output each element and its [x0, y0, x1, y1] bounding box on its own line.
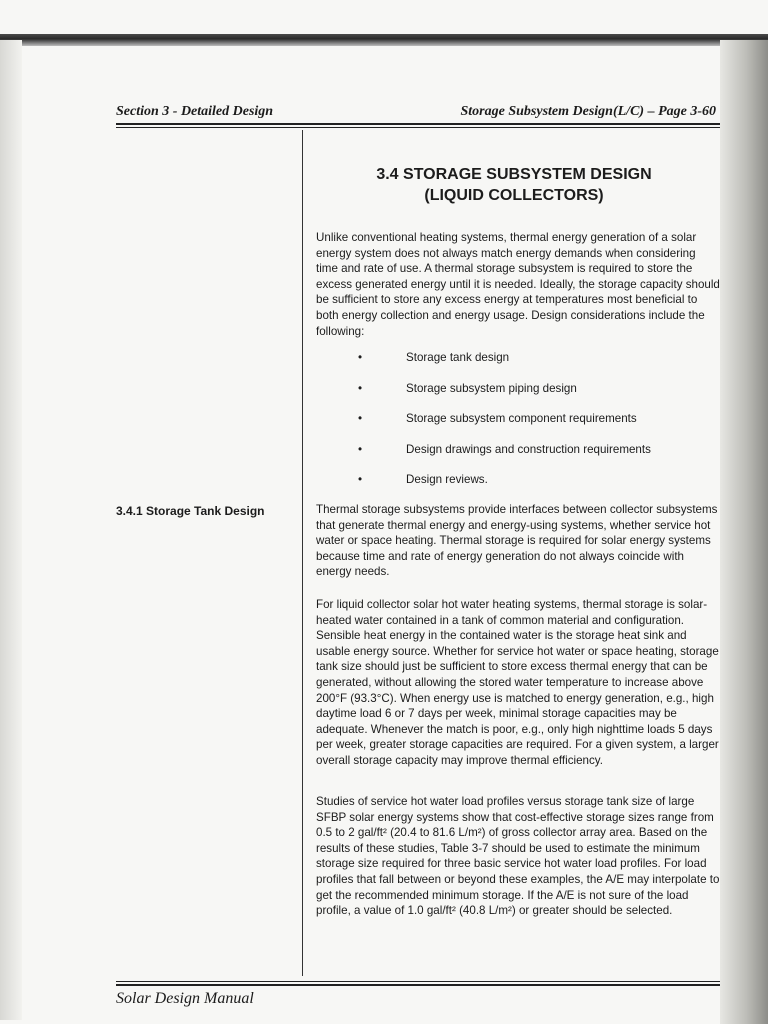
bullet-icon: • [358, 442, 363, 456]
list-item-text: Storage tank design [406, 351, 510, 364]
list-item [358, 472, 698, 503]
subsection-paragraph-1 [316, 502, 720, 580]
footer-rule [116, 984, 720, 986]
page-header [116, 104, 716, 124]
subsection-paragraph-3 [316, 794, 720, 919]
list-item [358, 381, 698, 412]
header-page-label: Storage Subsystem Design(L/C) – Page 3-60 [460, 104, 716, 119]
header-section-label: Section 3 - Detailed Design [116, 104, 274, 119]
list-item [358, 442, 698, 473]
list-item-text: Design reviews. [406, 473, 488, 486]
list-item [358, 411, 698, 442]
section-title-line1: 3.4 STORAGE SUBSYSTEM DESIGN [376, 166, 652, 183]
section-title-line2: (LIQUID COLLECTORS) [424, 187, 604, 204]
scan-top-edge [0, 34, 768, 46]
bullet-icon: • [358, 412, 363, 425]
bullet-icon: • [358, 381, 363, 395]
list-item [358, 350, 698, 381]
paragraph-text: Studies of service hot water load profiles versus storage tank size of large SFBP solar energy systems show that cost-effective storage sizes range from 0.5 to 2 gal/ft² (20.4 to 81.6 L/m²) of gross collector array area. Based on the results of these studies, Table 3-7 should be used to estimate the minimum storage size required for three basic service hot water load profiles. For load profiles that fall between or beyond these examples, the A/E may interpolate to get the recommended minimum storage. If the A/E is not sure of the load profile, a value of 1.0 gal/ft² (40.8 L/m²) or greater should be selected. [316, 795, 720, 918]
scan-right-edge [720, 40, 768, 1024]
list-item-text: Storage subsystem piping design [406, 381, 577, 395]
intro-paragraph [316, 230, 720, 339]
list-item-text: Storage subsystem component requirements [406, 412, 637, 425]
bullet-icon: • [358, 473, 363, 486]
footer-rule-thin [116, 981, 720, 982]
footer-title: Solar Design Manual [116, 990, 254, 1007]
bullet-icon: • [358, 351, 363, 364]
header-rule-thin [116, 127, 720, 128]
subsection-paragraph-2 [316, 597, 720, 769]
scan-left-edge [0, 40, 22, 1020]
section-title [318, 164, 710, 206]
subsection-heading: 3.4.1 Storage Tank Design [116, 504, 265, 518]
header-rule [116, 123, 720, 125]
intro-text: Unlike conventional heating systems, thermal energy generation of a solar energy system does not always match energy demands when considering time and rate of use. A thermal storage subsystem is required to store the excess generated energy until it is needed. Ideally, the storage capacity should be sufficient to store any excess energy at temperatures most beneficial to both energy collection and energy usage. Design considerations include the following: [316, 231, 720, 338]
column-divider [302, 130, 303, 976]
list-item-text: Design drawings and construction requirements [406, 442, 651, 456]
paragraph-text: For liquid collector solar hot water heating systems, thermal storage is solar-heated water contained in a tank of common material and configuration. Sensible heat energy in the contained water is the storage heat sink and usable energy source. Whether for service hot water or space heating, storage tank size should just be sufficient to store excess thermal energy that can be generated, without allowing the stored water temperature to increase above 200°F (93.3°C). When energy use is matched to energy generation, e.g., high daytime load 6 or 7 days per week, minimal storage capacities may be adequate. Whenever the match is poor, e.g., only high nighttime loads 5 days per week, greater storage capacities are required. For a given system, a larger overall storage capacity may improve thermal efficiency. [316, 598, 719, 767]
design-considerations-list [358, 350, 698, 503]
paragraph-text: Thermal storage subsystems provide interfaces between collector subsystems that generate thermal energy and energy-using systems, whether service hot water or space heating. Thermal storage is required for solar energy systems because time and rate of energy generation do not always coincide with energy needs. [316, 503, 718, 579]
